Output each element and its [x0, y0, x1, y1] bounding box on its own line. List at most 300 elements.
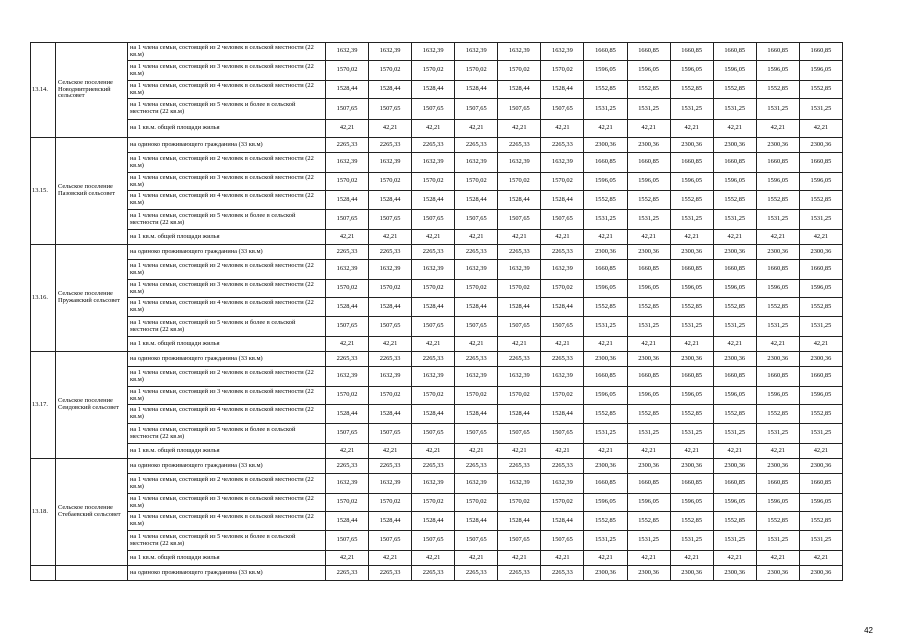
value-cell: 2265,33: [498, 459, 541, 474]
value-cell: 1596,05: [584, 494, 627, 512]
row-description: на 1 кв.м. общей площади жилья: [128, 337, 326, 352]
value-cell: 2300,36: [756, 245, 799, 260]
value-cell: 42,21: [756, 230, 799, 245]
value-cell: 1531,25: [713, 99, 756, 120]
value-cell: 2265,33: [412, 352, 455, 367]
table-row: [31, 337, 843, 352]
value-cell: 42,21: [541, 337, 584, 352]
value-cell: 42,21: [670, 444, 713, 459]
table-row: [31, 61, 843, 81]
value-cell: 1531,25: [713, 531, 756, 551]
value-cell: 1552,85: [584, 405, 627, 424]
value-cell: 42,21: [756, 444, 799, 459]
value-cell: 1528,44: [498, 512, 541, 531]
value-cell: 1528,44: [412, 81, 455, 99]
value-cell: 1507,65: [326, 210, 369, 230]
value-cell: 1632,39: [541, 367, 584, 387]
value-cell: 1632,39: [412, 367, 455, 387]
value-cell: 2265,33: [455, 245, 498, 260]
value-cell: 2265,33: [541, 352, 584, 367]
value-cell: 1528,44: [412, 191, 455, 210]
table-body: [31, 43, 843, 581]
value-cell: 1660,85: [584, 474, 627, 494]
value-cell: 2265,33: [498, 245, 541, 260]
group-number: 13.15.: [31, 138, 56, 245]
value-cell: 1507,65: [326, 99, 369, 120]
value-cell: 1570,02: [326, 61, 369, 81]
value-cell: 42,21: [713, 444, 756, 459]
value-cell: 1531,25: [756, 210, 799, 230]
value-cell: 1552,85: [713, 512, 756, 531]
value-cell: 1660,85: [670, 367, 713, 387]
value-cell: 2300,36: [756, 459, 799, 474]
row-description: на одиноко проживающего гражданина (33 кв.м): [128, 245, 326, 260]
value-cell: 1660,85: [713, 474, 756, 494]
value-cell: 1507,65: [326, 424, 369, 444]
value-cell: 1570,02: [326, 173, 369, 191]
value-cell: 1531,25: [627, 317, 670, 337]
row-description: на 1 члена семьи, состоящей из 4 человек в сельской местности (22 кв.м): [128, 298, 326, 317]
value-cell: 1528,44: [541, 81, 584, 99]
value-cell: 1660,85: [627, 474, 670, 494]
value-cell: 1632,39: [498, 260, 541, 280]
table-row: [31, 474, 843, 494]
value-cell: 1531,25: [670, 424, 713, 444]
table-row: [31, 317, 843, 337]
value-cell: 1596,05: [670, 280, 713, 298]
table-row: [31, 444, 843, 459]
value-cell: 1552,85: [799, 81, 842, 99]
value-cell: 1570,02: [369, 173, 412, 191]
value-cell: 1507,65: [412, 317, 455, 337]
value-cell: 1660,85: [670, 153, 713, 173]
value-cell: 42,21: [326, 230, 369, 245]
value-cell: 1531,25: [799, 424, 842, 444]
value-cell: 1660,85: [584, 153, 627, 173]
value-cell: 1552,85: [627, 405, 670, 424]
value-cell: 42,21: [670, 337, 713, 352]
value-cell: 42,21: [584, 551, 627, 566]
row-description: на 1 члена семьи, состоящей из 3 человек в сельской местности (22 кв.м): [128, 173, 326, 191]
value-cell: 42,21: [412, 120, 455, 138]
value-cell: 1632,39: [498, 367, 541, 387]
table-row: [31, 120, 843, 138]
value-cell: 1507,65: [498, 210, 541, 230]
table-row: [31, 298, 843, 317]
value-cell: 42,21: [799, 120, 842, 138]
row-description: на 1 члена семьи, состоящей из 4 человек в сельской местности (22 кв.м): [128, 81, 326, 99]
value-cell: 1632,39: [455, 474, 498, 494]
value-cell: 2300,36: [799, 245, 842, 260]
value-cell: 2265,33: [326, 138, 369, 153]
value-cell: 1507,65: [455, 531, 498, 551]
value-cell: 1528,44: [455, 298, 498, 317]
value-cell: 1570,02: [498, 280, 541, 298]
table-row: [31, 566, 843, 581]
row-description: на 1 члена семьи, состоящей из 4 человек в сельской местности (22 кв.м): [128, 405, 326, 424]
row-description: на одиноко проживающего гражданина (33 кв.м): [128, 566, 326, 581]
value-cell: 42,21: [369, 551, 412, 566]
row-description: на 1 члена семьи, состоящей из 5 человек и более в сельской местности (22 кв.м): [128, 424, 326, 444]
value-cell: 42,21: [455, 551, 498, 566]
value-cell: 1531,25: [627, 424, 670, 444]
value-cell: 1552,85: [670, 191, 713, 210]
value-cell: 2265,33: [412, 566, 455, 581]
value-cell: 42,21: [713, 551, 756, 566]
value-cell: 1660,85: [713, 153, 756, 173]
value-cell: 42,21: [541, 551, 584, 566]
value-cell: 42,21: [670, 230, 713, 245]
group-number: 13.17.: [31, 352, 56, 459]
value-cell: 1531,25: [584, 531, 627, 551]
value-cell: 1528,44: [498, 405, 541, 424]
value-cell: 1528,44: [369, 298, 412, 317]
value-cell: 2300,36: [670, 138, 713, 153]
value-cell: 42,21: [713, 337, 756, 352]
value-cell: 1507,65: [541, 424, 584, 444]
value-cell: 42,21: [498, 444, 541, 459]
value-cell: 1528,44: [369, 191, 412, 210]
value-cell: 1660,85: [799, 153, 842, 173]
value-cell: 2265,33: [369, 352, 412, 367]
value-cell: 2265,33: [412, 138, 455, 153]
value-cell: 1632,39: [369, 260, 412, 280]
value-cell: 42,21: [670, 551, 713, 566]
value-cell: 2300,36: [670, 245, 713, 260]
value-cell: 1528,44: [369, 405, 412, 424]
value-cell: 1531,25: [756, 99, 799, 120]
value-cell: 1507,65: [541, 210, 584, 230]
value-cell: 2265,33: [455, 566, 498, 581]
value-cell: 1552,85: [627, 512, 670, 531]
page-number: 42: [864, 626, 873, 635]
value-cell: 1531,25: [756, 424, 799, 444]
value-cell: 2300,36: [670, 352, 713, 367]
row-description: на 1 члена семьи, состоящей из 2 человек в сельской местности (22 кв.м): [128, 474, 326, 494]
value-cell: 2300,36: [799, 459, 842, 474]
value-cell: 2265,33: [541, 245, 584, 260]
value-cell: 1596,05: [799, 173, 842, 191]
value-cell: 1507,65: [541, 531, 584, 551]
table-row: [31, 138, 843, 153]
value-cell: 42,21: [326, 120, 369, 138]
value-cell: 1660,85: [627, 260, 670, 280]
value-cell: 1528,44: [541, 191, 584, 210]
row-description: на 1 кв.м. общей площади жилья: [128, 120, 326, 138]
value-cell: 2265,33: [455, 138, 498, 153]
table-row: [31, 459, 843, 474]
value-cell: 1570,02: [412, 494, 455, 512]
row-description: на 1 члена семьи, состоящей из 4 человек в сельской местности (22 кв.м): [128, 191, 326, 210]
value-cell: 2265,33: [369, 566, 412, 581]
value-cell: 42,21: [455, 444, 498, 459]
row-description: на 1 члена семьи, состоящей из 3 человек в сельской местности (22 кв.м): [128, 61, 326, 81]
table-row: [31, 531, 843, 551]
value-cell: 42,21: [799, 444, 842, 459]
value-cell: 1552,85: [584, 81, 627, 99]
value-cell: 1660,85: [627, 367, 670, 387]
value-cell: 1552,85: [713, 298, 756, 317]
value-cell: 1552,85: [799, 512, 842, 531]
row-description: на одиноко проживающего гражданина (33 кв.м): [128, 138, 326, 153]
value-cell: 1531,25: [799, 531, 842, 551]
value-cell: 1531,25: [584, 99, 627, 120]
value-cell: 2300,36: [799, 352, 842, 367]
row-description: на 1 члена семьи, состоящей из 2 человек в сельской местности (22 кв.м): [128, 367, 326, 387]
settlement-name: [56, 566, 128, 581]
value-cell: 1570,02: [412, 173, 455, 191]
value-cell: 1528,44: [369, 81, 412, 99]
table-row: [31, 191, 843, 210]
group-number: [31, 566, 56, 581]
value-cell: 1570,02: [412, 61, 455, 81]
table-row: [31, 551, 843, 566]
value-cell: 1596,05: [584, 280, 627, 298]
table-row: [31, 153, 843, 173]
row-description: на 1 члена семьи, состоящей из 2 человек в сельской местности (22 кв.м): [128, 260, 326, 280]
value-cell: 1632,39: [326, 367, 369, 387]
value-cell: 42,21: [541, 230, 584, 245]
value-cell: 1552,85: [756, 298, 799, 317]
value-cell: 2265,33: [498, 352, 541, 367]
value-cell: 1632,39: [412, 474, 455, 494]
value-cell: 1596,05: [584, 173, 627, 191]
row-description: на одиноко проживающего гражданина (33 кв.м): [128, 352, 326, 367]
value-cell: 2300,36: [756, 352, 799, 367]
value-cell: 1596,05: [756, 280, 799, 298]
value-cell: 1528,44: [412, 512, 455, 531]
value-cell: 2300,36: [584, 459, 627, 474]
value-cell: 42,21: [498, 551, 541, 566]
row-description: на 1 члена семьи, состоящей из 5 человек и более в сельской местности (22 кв.м): [128, 317, 326, 337]
value-cell: 1596,05: [627, 280, 670, 298]
settlement-name: Сельское поселение Новодмитриевский сельсовет: [56, 43, 128, 138]
value-cell: 1632,39: [455, 153, 498, 173]
row-description: на 1 члена семьи, состоящей из 2 человек в сельской местности (22 кв.м): [128, 153, 326, 173]
value-cell: 1570,02: [369, 280, 412, 298]
value-cell: 1531,25: [756, 317, 799, 337]
value-cell: 42,21: [713, 120, 756, 138]
value-cell: 1552,85: [670, 405, 713, 424]
value-cell: 42,21: [326, 337, 369, 352]
value-cell: 2265,33: [326, 459, 369, 474]
value-cell: 2265,33: [369, 459, 412, 474]
value-cell: 1528,44: [498, 81, 541, 99]
table-row: [31, 260, 843, 280]
value-cell: 1596,05: [799, 387, 842, 405]
value-cell: 1528,44: [326, 191, 369, 210]
table-row: [31, 210, 843, 230]
value-cell: 1507,65: [369, 99, 412, 120]
value-cell: 1632,39: [455, 43, 498, 61]
row-description: на 1 кв.м. общей площади жилья: [128, 551, 326, 566]
value-cell: 1596,05: [756, 387, 799, 405]
value-cell: 1632,39: [369, 474, 412, 494]
value-cell: 42,21: [584, 444, 627, 459]
value-cell: 1660,85: [670, 260, 713, 280]
value-cell: 1570,02: [369, 61, 412, 81]
value-cell: 1507,65: [498, 531, 541, 551]
value-cell: 42,21: [713, 230, 756, 245]
value-cell: 1507,65: [326, 317, 369, 337]
value-cell: 1660,85: [584, 367, 627, 387]
value-cell: 1552,85: [713, 405, 756, 424]
value-cell: 42,21: [670, 120, 713, 138]
table-row: [31, 245, 843, 260]
value-cell: 2300,36: [799, 566, 842, 581]
value-cell: 1570,02: [412, 280, 455, 298]
value-cell: 1660,85: [584, 43, 627, 61]
value-cell: 1552,85: [584, 512, 627, 531]
table-row: [31, 280, 843, 298]
value-cell: 42,21: [627, 120, 670, 138]
value-cell: 1660,85: [799, 43, 842, 61]
row-description: на 1 кв.м. общей площади жилья: [128, 230, 326, 245]
value-cell: 1632,39: [412, 153, 455, 173]
value-cell: 1570,02: [498, 61, 541, 81]
value-cell: 2265,33: [326, 245, 369, 260]
value-cell: 1552,85: [713, 191, 756, 210]
value-cell: 1596,05: [627, 494, 670, 512]
value-cell: 1570,02: [455, 61, 498, 81]
settlement-name: Сельское поселение Пружавский сельсовет: [56, 245, 128, 352]
value-cell: 1528,44: [326, 298, 369, 317]
value-cell: 1660,85: [799, 367, 842, 387]
value-cell: 1596,05: [799, 494, 842, 512]
value-cell: 42,21: [584, 230, 627, 245]
value-cell: 1528,44: [412, 405, 455, 424]
value-cell: 2300,36: [627, 566, 670, 581]
value-cell: 1528,44: [541, 405, 584, 424]
value-cell: 1596,05: [713, 494, 756, 512]
value-cell: 2265,33: [326, 352, 369, 367]
value-cell: 1570,02: [326, 494, 369, 512]
value-cell: 42,21: [756, 120, 799, 138]
value-cell: 1552,85: [756, 405, 799, 424]
value-cell: 1507,65: [369, 317, 412, 337]
value-cell: 42,21: [326, 551, 369, 566]
value-cell: 42,21: [498, 230, 541, 245]
value-cell: 1596,05: [670, 173, 713, 191]
value-cell: 42,21: [455, 230, 498, 245]
value-cell: 1570,02: [541, 61, 584, 81]
value-cell: 2265,33: [412, 245, 455, 260]
value-cell: 2300,36: [627, 138, 670, 153]
table-row: [31, 405, 843, 424]
value-cell: 1596,05: [584, 387, 627, 405]
row-description: на 1 члена семьи, состоящей из 3 человек в сельской местности (22 кв.м): [128, 387, 326, 405]
value-cell: 1552,85: [799, 298, 842, 317]
value-cell: 2300,36: [584, 352, 627, 367]
value-cell: 1570,02: [369, 387, 412, 405]
value-cell: 1552,85: [627, 298, 670, 317]
value-cell: 1632,39: [541, 43, 584, 61]
value-cell: 1531,25: [670, 317, 713, 337]
value-cell: 1596,05: [799, 61, 842, 81]
value-cell: 1528,44: [541, 298, 584, 317]
value-cell: 1507,65: [412, 424, 455, 444]
value-cell: 1596,05: [670, 387, 713, 405]
value-cell: 1632,39: [541, 260, 584, 280]
value-cell: 2300,36: [584, 566, 627, 581]
value-cell: 1660,85: [713, 260, 756, 280]
value-cell: 1507,65: [541, 317, 584, 337]
value-cell: 1570,02: [326, 387, 369, 405]
value-cell: 1552,85: [756, 512, 799, 531]
value-cell: 1531,25: [627, 210, 670, 230]
value-cell: 1660,85: [670, 43, 713, 61]
settlement-name: Сельское поселение Сеидовский сельсовет: [56, 352, 128, 459]
value-cell: 42,21: [498, 120, 541, 138]
value-cell: 2265,33: [498, 566, 541, 581]
table-row: [31, 43, 843, 61]
value-cell: 42,21: [412, 337, 455, 352]
value-cell: 2300,36: [670, 566, 713, 581]
value-cell: 1632,39: [412, 43, 455, 61]
value-cell: 1531,25: [756, 531, 799, 551]
group-number: 13.14.: [31, 43, 56, 138]
value-cell: 42,21: [455, 337, 498, 352]
value-cell: 2300,36: [713, 352, 756, 367]
value-cell: 42,21: [627, 230, 670, 245]
value-cell: 1596,05: [670, 494, 713, 512]
value-cell: 1570,02: [369, 494, 412, 512]
value-cell: 1596,05: [713, 61, 756, 81]
value-cell: 2300,36: [713, 245, 756, 260]
value-cell: 1528,44: [455, 81, 498, 99]
value-cell: 1528,44: [498, 298, 541, 317]
value-cell: 1507,65: [412, 210, 455, 230]
value-cell: 1528,44: [498, 191, 541, 210]
value-cell: 1507,65: [541, 99, 584, 120]
value-cell: 1632,39: [498, 43, 541, 61]
value-cell: 1531,25: [713, 317, 756, 337]
value-cell: 1528,44: [455, 405, 498, 424]
value-cell: 1632,39: [326, 153, 369, 173]
value-cell: 1507,65: [369, 424, 412, 444]
value-cell: 1596,05: [627, 61, 670, 81]
value-cell: 1660,85: [584, 260, 627, 280]
value-cell: 42,21: [369, 120, 412, 138]
value-cell: 1531,25: [799, 317, 842, 337]
value-cell: 42,21: [412, 444, 455, 459]
value-cell: 1507,65: [326, 531, 369, 551]
value-cell: 1660,85: [756, 43, 799, 61]
value-cell: 2265,33: [412, 459, 455, 474]
value-cell: 1632,39: [455, 367, 498, 387]
value-cell: 1531,25: [584, 210, 627, 230]
table-row: [31, 494, 843, 512]
value-cell: 1570,02: [498, 173, 541, 191]
value-cell: 1660,85: [627, 43, 670, 61]
value-cell: 1528,44: [326, 81, 369, 99]
table-row: [31, 173, 843, 191]
value-cell: 1552,85: [670, 512, 713, 531]
value-cell: 1632,39: [412, 260, 455, 280]
value-cell: 1570,02: [498, 494, 541, 512]
value-cell: 2300,36: [713, 138, 756, 153]
value-cell: 2265,33: [455, 352, 498, 367]
value-cell: 1507,65: [498, 424, 541, 444]
table-row: [31, 424, 843, 444]
value-cell: 42,21: [627, 551, 670, 566]
row-description: на 1 кв.м. общей площади жилья: [128, 444, 326, 459]
row-description: на 1 члена семьи, состоящей из 3 человек в сельской местности (22 кв.м): [128, 280, 326, 298]
value-cell: 2265,33: [541, 566, 584, 581]
value-cell: 1570,02: [455, 387, 498, 405]
tariff-table: [30, 42, 843, 581]
value-cell: 1531,25: [670, 531, 713, 551]
